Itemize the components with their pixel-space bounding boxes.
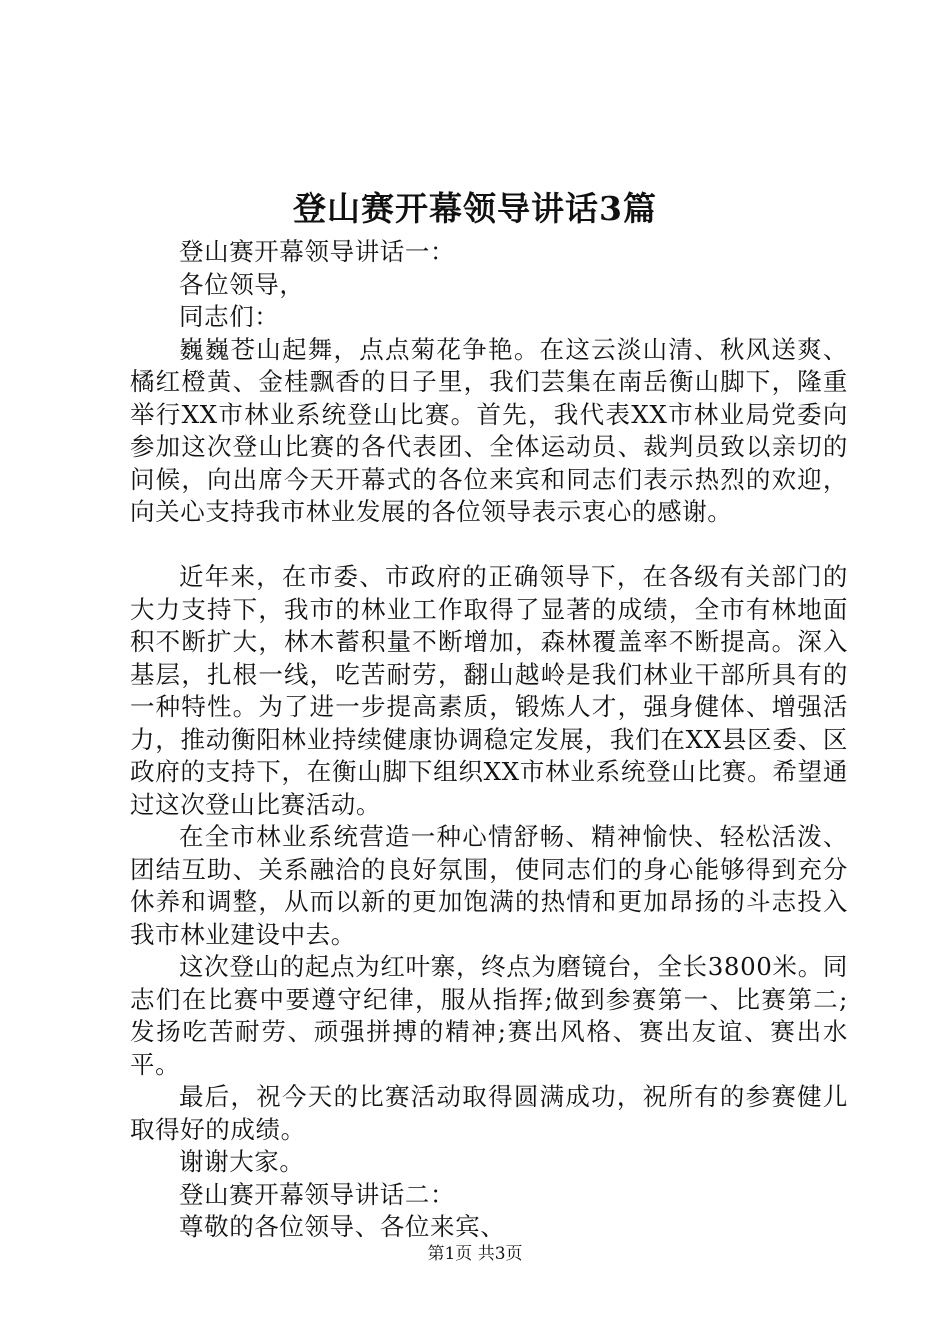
paragraph-atmosphere: 在全市林业系统营造一种心情舒畅、精神愉快、轻松活泼、团结互助、关系融洽的良好氛围，使同志们的身心能够得到充分休养和调整，从而以新的更加饱满的热情和更加昂扬的斗志投入我市林业建设中去。 — [130, 822, 848, 949]
paragraph-salutation-leaders: 各位领导， — [179, 269, 305, 299]
paragraph-speech-two-salutation: 尊敬的各位领导、各位来宾、 — [179, 1212, 506, 1241]
paragraph-speech-one-heading: 登山赛开幕领导讲话一： — [179, 237, 456, 266]
document-title: 登山赛开幕领导讲话3篇 — [293, 189, 657, 228]
paragraph-thanks: 谢谢大家。 — [179, 1147, 305, 1176]
document-body — [130, 236, 848, 1244]
paragraph-recent-years: 近年来，在市委、市政府的正确领导下，在各级有关部门的大力支持下，我市的林业工作取得了显著的成绩，全市有林地面积不断扩大，林木蓄积量不断增加，森林覆盖率不断提高。深入基层，扎根一线，吃苦耐劳，翻山越岭是我们林业干部所具有的一种特性。为了进一步提高素质，锻炼人才，强身健体、增强活力，推动衡阳林业持续健康协调稳定发展，我们在XX县区委、区政府的支持下，在衡山脚下组织XX市林业系统登山比赛。希望通过这次登山比赛活动。 — [130, 562, 848, 819]
paragraph-salutation-comrades: 同志们： — [179, 302, 280, 331]
paragraph-opening: 巍巍苍山起舞，点点菊花争艳。在这云淡山清、秋风送爽、橘红橙黄、金桂飘香的日子里，我们芸集在南岳衡山脚下，隆重举行XX市林业系统登山比赛。首先，我代表XX市林业局党委向参加这次登山比赛的各代表团、全体运动员、裁判员致以亲切的问候，向出席今天开幕式的各位来宾和同志们表示热烈的欢迎，向关心支持我市林业发展的各位领导表示衷心的感谢。 — [130, 334, 848, 526]
page-footer: 第1页 共3页 — [427, 1244, 523, 1264]
paragraph-speech-two-heading: 登山赛开幕领导讲话二： — [179, 1179, 456, 1209]
paragraph-closing-wishes: 最后，祝今天的比赛活动取得圆满成功，祝所有的参赛健儿取得好的成绩。 — [130, 1082, 848, 1144]
paragraph-route: 这次登山的起点为红叶寨，终点为磨镜台，全长3800米。同志们在比赛中要遵守纪律，服从指挥;做到参赛第一、比赛第二;发扬吃苦耐劳、顽强拼搏的精神;赛出风格、赛出友谊、赛出水平。 — [130, 952, 848, 1079]
